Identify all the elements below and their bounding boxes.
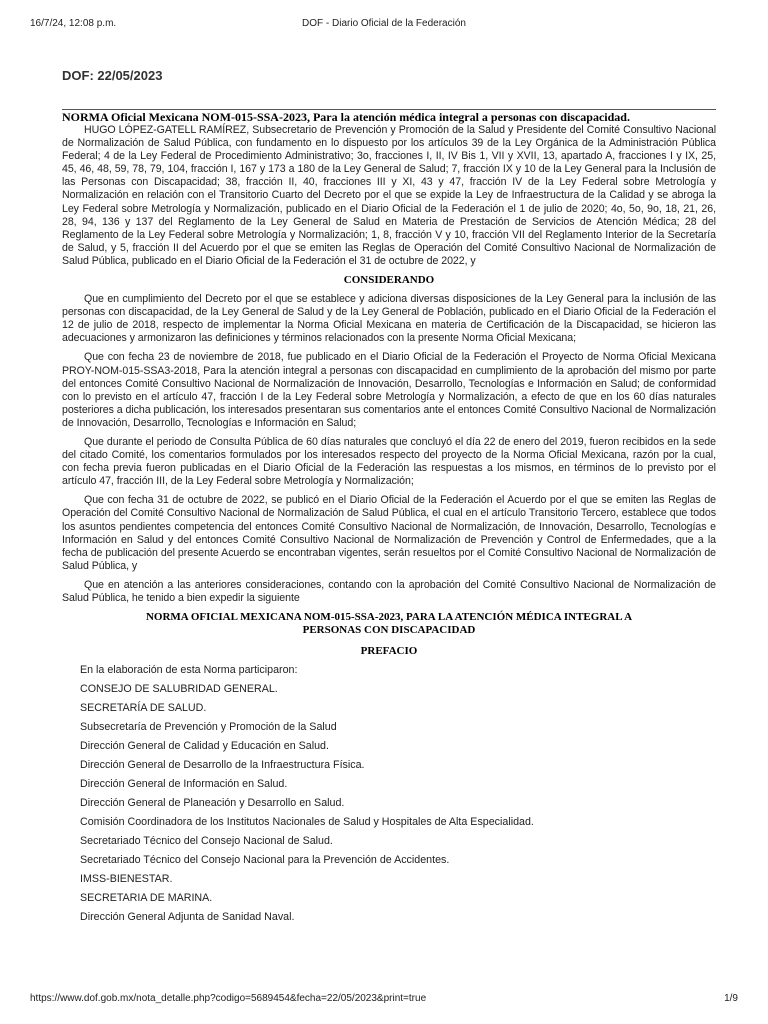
document-body bbox=[62, 60, 716, 930]
list-item: Dirección General de Información en Salud. bbox=[80, 778, 288, 791]
considerando-paragraph: Que durante el periodo de Consulta Pública de 60 días naturales que concluyó el día 22 de enero del 2019, fueron recibidos en la sede del citado Comité, los comentarios formulados por los interesados respecto del proyecto de la Norma Oficial Mexicana, razón por la cual, con fecha previa fueron publicadas en el Diario Oficial de la Federación las respuestas a los mismos, en términos de lo previsto por el artículo 47, fracción III, de la Ley Federal sobre Metrología y Normalización; bbox=[62, 435, 716, 488]
print-header bbox=[30, 18, 738, 32]
print-page-title: DOF - Diario Oficial de la Federación bbox=[302, 18, 466, 29]
list-item: Comisión Coordinadora de los Institutos Nacionales de Salud y Hospitales de Alta Especialidad. bbox=[80, 816, 534, 829]
list-item: IMSS-BIENESTAR. bbox=[80, 873, 173, 886]
print-datetime: 16/7/24, 12:08 p.m. bbox=[30, 18, 117, 29]
participants-list bbox=[62, 664, 716, 924]
norm-heading: NORMA OFICIAL MEXICANA NOM-015-SSA-2023, PARA LA ATENCIÓN MÉDICA INTEGRAL A PERSONAS CON DISCAPACIDAD bbox=[145, 611, 633, 637]
norm-title: NORMA Oficial Mexicana NOM-015-SSA-2023, Para la atención médica integral a personas con discapacidad. bbox=[62, 109, 716, 124]
list-item: CONSEJO DE SALUBRIDAD GENERAL. bbox=[80, 683, 278, 696]
list-item: Dirección General Adjunta de Sanidad Naval. bbox=[80, 911, 295, 924]
list-item: SECRETARIA DE MARINA. bbox=[80, 892, 213, 905]
considerando-paragraph: Que en cumplimiento del Decreto por el que se establece y adiciona diversas disposiciones de la Ley General para la inclusión de las personas con discapacidad, de la Ley General de Salud y de la Ley General de Población, publicado en el Diario Oficial de la Federación el 12 de julio de 2018, respecto de implementar la Norma Oficial Mexicana en materia de Certificación de la Discapacidad, se hicieron las adecuaciones y armonizaron las definiciones y términos relacionados con la presente Norma Oficial Mexicana; bbox=[62, 293, 716, 345]
intro-paragraph: HUGO LÓPEZ-GATELL RAMÍREZ, Subsecretario de Prevención y Promoción de la Salud y Presidente del Comité Consultivo Nacional de Normalización de Salud Pública, con fundamento en lo dispuesto por los artículos 39 de la Ley Orgánica de la Administración Pública Federal; 4 de la Ley Federal de Procedimiento Administrativo; 3o, fracciones I, II, IV Bis 1, VII y XVII, 13, apartado A, fracciones I y IX, 25, 45, 46, 48, 59, 78, 79, 104, fracción I, 167 y 173 a 180 de la Ley General de Salud; 7, fracción IX y 10 de la Ley General para la Inclusión de las Personas con Discapacidad; 38, fracción II, 40, fracciones III y XI, 43 y 47, fracción IV de la Ley Federal sobre Metrología y Normalización en relación con el Transitorio Cuarto del Decreto por el que se expide la Ley de Infraestructura de la Calidad y se abroga la Ley Federal sobre Metrología y Normalización, publicado en el Diario Oficial de la Federación el 1 de julio de 2020; 4o, 5o, 9o, 18, 21, 26, 28, 94, 136 y 137 del Reglamento de la Ley General de Salud en Materia de Prestación de Servicios de Atención Médica; 28 del Reglamento de la Ley Federal sobre Metrología y Normalización; 1, 8, fracción V y 10, fracción VII del Reglamento Interior de la Secretaría de Salud, y 5, fracción II del Acuerdo por el que se emiten las Reglas de Operación del Comité Consultivo Nacional de Normalización de Salud Pública, publicado en el Diario Oficial de la Federación el 31 de octubre de 2022, y bbox=[62, 124, 716, 267]
print-footer bbox=[30, 993, 738, 1007]
list-item: En la elaboración de esta Norma participaron: bbox=[80, 664, 298, 677]
prefacio-heading: PREFACIO bbox=[360, 645, 418, 658]
list-item: Dirección General de Planeación y Desarrollo en Salud. bbox=[80, 797, 345, 810]
list-item: Secretariado Técnico del Consejo Nacional para la Prevención de Accidentes. bbox=[80, 854, 450, 867]
print-url: https://www.dof.gob.mx/nota_detalle.php?codigo=5689454&fecha=22/05/2023&print=true bbox=[30, 993, 427, 1004]
considerando-paragraph: Que con fecha 23 de noviembre de 2018, fue publicado en el Diario Oficial de la Federación el Proyecto de Norma Oficial Mexicana PROY-NOM-015-SSA3-2018, Para la atención integral a personas con discapacidad en cumplimiento de la aprobación del mismo por parte del entonces Comité Consultivo Nacional de Normalización de Innovación, Desarrollo, Tecnologías e Información en Salud; de conformidad con lo previsto en el artículo 47, fracción I de la Ley Federal sobre Metrología y Normalización, a efecto de que en los 60 días naturales posteriores a dicha publicación, los interesados presentaran sus comentarios ante el entonces Comité Consultivo Nacional de Normalización de Innovación, Desarrollo, Tecnologías e Información en Salud; bbox=[62, 351, 716, 429]
considerando-paragraph: Que con fecha 31 de octubre de 2022, se publicó en el Diario Oficial de la Federación el Acuerdo por el que se emiten las Reglas de Operación del Comité Consultivo Nacional de Normalización de Salud Pública, el cual en el artículo Transitorio Tercero, establece que todos los asuntos pendientes competencia del entonces Comité Consultivo Nacional de Normalización, de Innovación, Desarrollo, Tecnologías e Información en Salud y del entonces Comité Consultivo Nacional de Normalización de Prevención y Control de Enfermedades, que a la fecha de publicación del presente Acuerdo se encontraban vigentes, serán resueltos por el Comité Consultivo Nacional de Normalización de Salud Pública, y bbox=[62, 494, 716, 572]
list-item: Dirección General de Calidad y Educación en Salud. bbox=[80, 740, 329, 753]
list-item: Subsecretaría de Prevención y Promoción de la Salud bbox=[80, 721, 337, 734]
considerando-paragraph: Que en atención a las anteriores consideraciones, contando con la aprobación del Comité Consultivo Nacional de Normalización de Salud Pública, he tenido a bien expedir la siguiente bbox=[62, 578, 716, 604]
considerando-heading: CONSIDERANDO bbox=[343, 274, 435, 287]
dof-date: DOF: 22/05/2023 bbox=[62, 68, 163, 83]
page-number: 1/9 bbox=[724, 993, 738, 1004]
list-item: SECRETARÍA DE SALUD. bbox=[80, 702, 207, 715]
list-item: Secretariado Técnico del Consejo Nacional de Salud. bbox=[80, 835, 333, 848]
list-item: Dirección General de Desarrollo de la Infraestructura Física. bbox=[80, 759, 365, 772]
